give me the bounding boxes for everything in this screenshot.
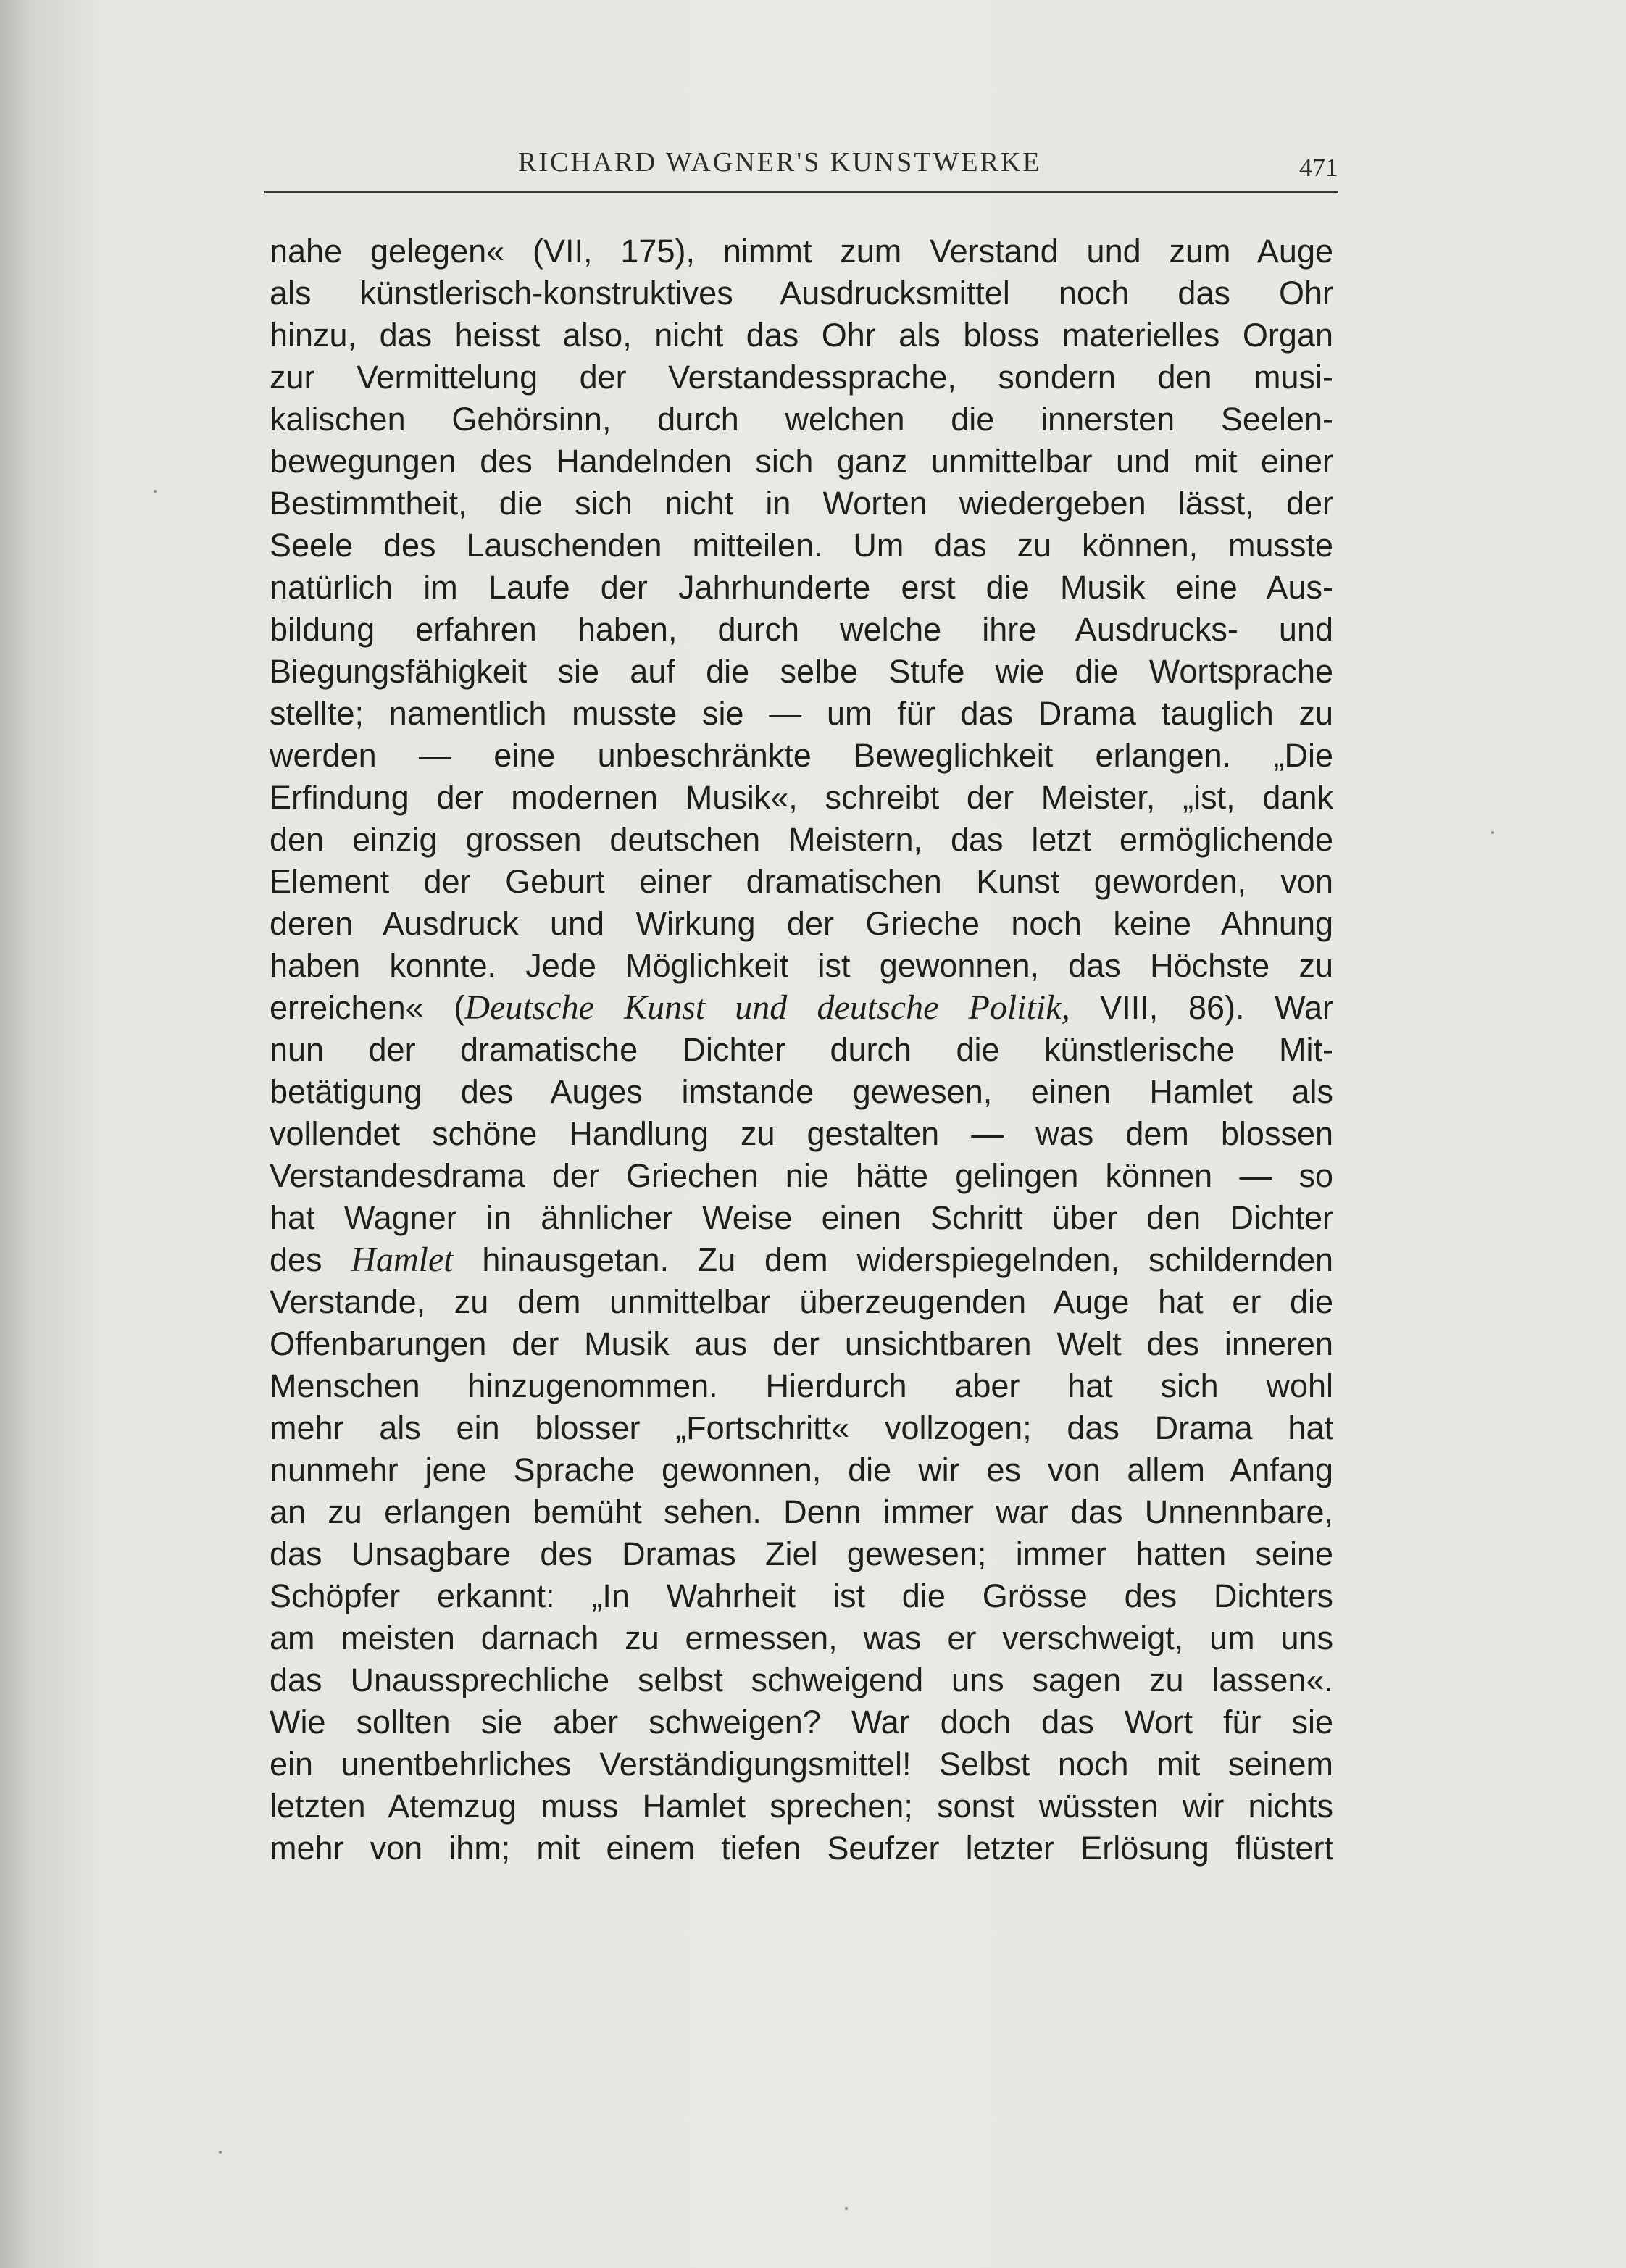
text-line: Menschen hinzugenommen. Hierdurch aber hat sich wohl: [270, 1367, 1333, 1404]
line-segment: erreichen« (: [270, 989, 465, 1026]
text-line: zur Vermittelung der Verstandessprache, sondern den musi-: [270, 359, 1333, 396]
book-title-italic: Deutsche Kunst und deutsche Politik,: [464, 988, 1070, 1027]
text-line-with-citation: [270, 987, 1333, 1029]
text-line: das Unsagbare des Dramas Ziel gewesen; immer hatten seine: [270, 1535, 1333, 1572]
text-line: werden — eine unbeschränkte Beweglichkeit erlangen. „Die: [270, 737, 1333, 774]
text-line: als künstlerisch-konstruktives Ausdrucksmittel noch das Ohr: [270, 275, 1333, 312]
line-segment: VIII, 86). War: [1070, 989, 1333, 1026]
text-line: Schöpfer erkannt: „In Wahrheit ist die Grösse des Dichters: [270, 1577, 1333, 1614]
play-title-italic: Hamlet: [351, 1241, 454, 1279]
text-line: natürlich im Laufe der Jahrhunderte erst die Musik eine Aus-: [270, 569, 1333, 606]
text-line: den einzig grossen deutschen Meistern, das letzt ermöglichende: [270, 821, 1333, 858]
text-line: stellte; namentlich musste sie — um für das Drama tauglich zu: [270, 695, 1333, 732]
text-line: Bestimmtheit, die sich nicht in Worten wiedergeben lässt, der: [270, 485, 1333, 522]
text-line: nun der dramatische Dichter durch die künstlerische Mit-: [270, 1031, 1333, 1068]
paper-speck: [154, 490, 157, 493]
text-line-with-title: [270, 1239, 1333, 1281]
text-line: bildung erfahren haben, durch welche ihre Ausdrucks- und: [270, 611, 1333, 648]
text-line: Wie sollten sie aber schweigen? War doch das Wort für sie: [270, 1704, 1333, 1740]
text-line: deren Ausdruck und Wirkung der Grieche noch keine Ahnung: [270, 905, 1333, 942]
text-line: haben konnte. Jede Möglichkeit ist gewonnen, das Höchste zu: [270, 947, 1333, 984]
text-line: mehr von ihm; mit einem tiefen Seufzer letzter Erlösung flüstert: [270, 1830, 1333, 1867]
text-line: Verstande, zu dem unmittelbar überzeugenden Auge hat er die: [270, 1283, 1333, 1320]
text-line: nunmehr jene Sprache gewonnen, die wir es von allem Anfang: [270, 1451, 1333, 1488]
text-line: am meisten darnach zu ermessen, was er verschweigt, um uns: [270, 1619, 1333, 1656]
page-number: 471: [1299, 153, 1338, 182]
text-line: mehr als ein blosser „Fortschritt« vollzogen; das Drama hat: [270, 1409, 1333, 1446]
text-line: Offenbarungen der Musik aus der unsichtbaren Welt des inneren: [270, 1325, 1333, 1362]
body-text: [270, 230, 1333, 1869]
text-line: Biegungsfähigkeit sie auf die selbe Stufe wie die Wortsprache: [270, 653, 1333, 690]
text-line: betätigung des Auges imstande gewesen, einen Hamlet als: [270, 1073, 1333, 1110]
text-line: Element der Geburt einer dramatischen Kunst geworden, von: [270, 863, 1333, 900]
line-segment: hinausgetan. Zu dem widerspiegelnden, schildernden: [453, 1241, 1333, 1278]
text-line: das Unaussprechliche selbst schweigend uns sagen zu lassen«.: [270, 1662, 1333, 1698]
text-line: kalischen Gehörsinn, durch welchen die innersten Seelen-: [270, 401, 1333, 438]
paper-speck: [845, 2207, 848, 2210]
paper-speck: [1491, 831, 1494, 834]
text-line: Erfindung der modernen Musik«, schreibt der Meister, „ist, dank: [270, 779, 1333, 816]
text-line: vollendet schöne Handlung zu gestalten — was dem blossen: [270, 1115, 1333, 1152]
running-title: RICHARD WAGNER'S KUNSTWERKE: [518, 147, 1042, 178]
text-line: Verstandesdrama der Griechen nie hätte gelingen können — so: [270, 1157, 1333, 1194]
header-rule: [264, 191, 1338, 193]
line-segment: des: [270, 1241, 351, 1278]
text-line: nahe gelegen« (VII, 175), nimmt zum Verstand und zum Auge: [270, 233, 1333, 270]
text-line: hinzu, das heisst also, nicht das Ohr als bloss materielles Organ: [270, 317, 1333, 354]
text-line: bewegungen des Handelnden sich ganz unmittelbar und mit einer: [270, 443, 1333, 480]
page-header: [264, 130, 1338, 196]
paper-speck: [219, 2151, 222, 2154]
text-line: an zu erlangen bemüht sehen. Denn immer war das Unnennbare,: [270, 1493, 1333, 1530]
text-line: ein unentbehrliches Verständigungsmittel! Selbst noch mit seinem: [270, 1746, 1333, 1783]
text-line: Seele des Lauschenden mitteilen. Um das zu können, musste: [270, 527, 1333, 564]
text-line: hat Wagner in ähnlicher Weise einen Schritt über den Dichter: [270, 1199, 1333, 1236]
text-line: letzten Atemzug muss Hamlet sprechen; sonst wüssten wir nichts: [270, 1788, 1333, 1825]
